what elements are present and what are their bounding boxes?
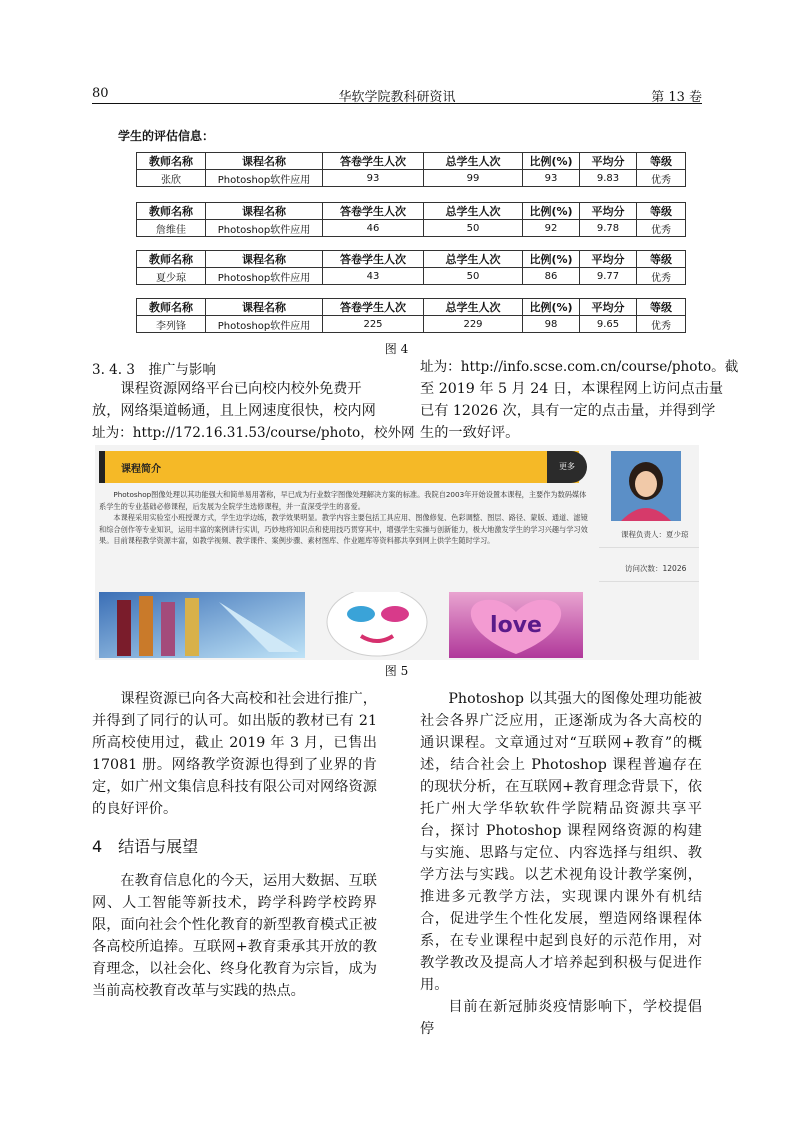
table-header: 平均分 (580, 153, 637, 170)
table-cell: 9.77 (580, 268, 637, 285)
visit-count: 访问次数：12026 (625, 564, 687, 573)
table-cell: 优秀 (637, 170, 686, 187)
table-header: 答卷学生人次 (323, 153, 424, 170)
text-line: 生的一致好评。 (420, 425, 520, 441)
table-cell: 50 (424, 220, 523, 237)
table-cell: 张欣 (137, 170, 206, 187)
table-header: 答卷学生人次 (323, 251, 424, 268)
body-paragraph: 在教育信息化的今天，运用大数据、互联网、人工智能等新技术，跨学科跨学校跨界限，面向社会个性化教育的新型教育模式正被各高校所追捧。互联网+教育秉承其开放的教育理念，以社会化、终身化教育为宗旨，成为当前高校教育改革与实践的热点。 (92, 873, 377, 999)
table-cell: 43 (323, 268, 424, 285)
table-header: 教师名称 (137, 251, 206, 268)
table-cell: 46 (323, 220, 424, 237)
course-intro-title: 课程简介 (121, 464, 161, 475)
table-header: 平均分 (580, 203, 637, 220)
table-cell: 优秀 (637, 268, 686, 285)
figure-5-screenshot (95, 445, 699, 660)
table-cell: 9.65 (580, 316, 637, 333)
instructor-photo (611, 451, 681, 521)
figure-5-caption: 图 5 (384, 664, 409, 678)
more-button[interactable]: 更多 (547, 451, 587, 483)
table-cell: 92 (523, 220, 580, 237)
text-line: 至 2019 年 5 月 24 日，本课程网上访问点击量 (420, 381, 724, 397)
table-header: 课程名称 (206, 299, 323, 316)
side-divider (599, 581, 699, 582)
section-343-left-text (92, 378, 415, 444)
table-header: 答卷学生人次 (323, 203, 424, 220)
table-cell: 9.83 (580, 170, 637, 187)
table-cell: Photoshop软件应用 (206, 316, 323, 333)
table-cell: Photoshop软件应用 (206, 220, 323, 237)
table-cell: 李列锋 (137, 316, 206, 333)
table-header: 课程名称 (206, 203, 323, 220)
banner-image-strip (99, 592, 583, 658)
eval-table-1 (136, 152, 686, 187)
table-cell: 86 (523, 268, 580, 285)
eval-table-4 (136, 298, 686, 333)
text-line: 址为：http://info.scse.com.cn/course/photo。截 (420, 359, 739, 375)
description-paragraph: Photoshop图像处理以其功能强大和简单易用著称，早已成为行业数字图像处理解决方案的标准。我院自2003年开始设置本课程，主要作为数码媒体系学生的专业基础必修课程，后发展为全院学生选修课程，并一直深受学生的喜爱。 (99, 490, 587, 511)
table-cell: 99 (424, 170, 523, 187)
table-header: 比例(%) (523, 203, 580, 220)
table-cell: 夏少琼 (137, 268, 206, 285)
body-paragraph: 课程资源已向各大高校和社会进行推广，并得到了同行的认可。如出版的教材已有 21 所高校使用过，截止 2019 年 3 月，已售出 17081 册。网络教学资源也得到了业界的肯定，如广州文集信息科技有限公司对网络资源的良好评价。 (92, 691, 377, 817)
table-cell: Photoshop软件应用 (206, 170, 323, 187)
table-header: 总学生人次 (424, 203, 523, 220)
text-line: 课程资源网络平台已向校内校外免费开 (120, 381, 362, 397)
table-cell: 93 (523, 170, 580, 187)
course-owner: 课程负责人：夏少琼 (621, 530, 689, 539)
table-header: 答卷学生人次 (323, 299, 424, 316)
table-header: 等级 (637, 251, 686, 268)
table-cell: 98 (523, 316, 580, 333)
volume-label: 第 13 卷 (651, 90, 702, 105)
table-header: 平均分 (580, 251, 637, 268)
body-paragraph: Photoshop 以其强大的图像处理功能被社会各界广泛应用，正逐渐成为各大高校的通识课程。文章通过对“互联网+教育”的概述，结合社会上 Photoshop 课程普遍存在的现状分析，在互联网+教育理念背景下，依托广州大学华软软件学院精品资源共享平台，探讨 Photoshop 课程网络资源的构建与实施、思路与定位、内容选择与组织、教学方法与实践。以艺术视角设计教学案例，推进多元教学方法，实现课内课外有机结合，促进学生个性化发展，塑造网络课程体系，在专业课程中起到良好的示范作用，对教学教改及提高人才培养起到积极与促进作用。 (420, 691, 702, 993)
table-cell: Photoshop软件应用 (206, 268, 323, 285)
left-column (92, 688, 377, 1002)
table-header: 等级 (637, 153, 686, 170)
side-divider (599, 547, 699, 548)
section-343-right-text (420, 356, 739, 444)
table-cell: 229 (424, 316, 523, 333)
eval-table-3 (136, 250, 686, 285)
table-cell: 93 (323, 170, 424, 187)
table-header: 等级 (637, 203, 686, 220)
table-header: 比例(%) (523, 299, 580, 316)
table-header: 教师名称 (137, 153, 206, 170)
table-header: 总学生人次 (424, 251, 523, 268)
table-header: 教师名称 (137, 203, 206, 220)
bar-accent (99, 451, 105, 483)
text-line: 已有 12026 次，具有一定的点击量，并得到学 (420, 403, 716, 419)
table-header: 比例(%) (523, 153, 580, 170)
table-header: 课程名称 (206, 153, 323, 170)
body-paragraph: 目前在新冠肺炎疫情影响下，学校提倡停 (420, 999, 702, 1037)
text-line: 址为：http://172.16.31.53/course/photo，校外网 (92, 425, 415, 441)
table-header: 平均分 (580, 299, 637, 316)
love-text: love (490, 613, 542, 638)
table-header: 等级 (637, 299, 686, 316)
eval-title: 学生的评估信息： (118, 129, 215, 143)
table-header: 教师名称 (137, 299, 206, 316)
table-header: 比例(%) (523, 251, 580, 268)
figure-4-caption: 图 4 (384, 342, 409, 356)
table-cell: 50 (424, 268, 523, 285)
journal-title: 华软学院教科研资讯 (338, 90, 456, 105)
header-rule (92, 103, 702, 104)
description-paragraph: 本课程采用实验室小班授课方式，学生边学边练，教学效果明显。教学内容主要包括工具应用、图像修复、色彩调整、图层、路径、蒙版、通道、滤镜和综合创作等专业知识，运用丰富的案例讲行实训，巧妙地将知识点和使用技巧贯穿其中，增强学生实操与创新能力，极大地激发学生的学习兴趣与学习效果。目前课程教学资源丰富，如教学视频、教学课件、案例步骤、素材图库、作业题库等资料都共享到网上供学生随时学习。 (99, 513, 588, 546)
table-cell: 225 (323, 316, 424, 333)
table-cell: 优秀 (637, 220, 686, 237)
course-description (99, 489, 589, 547)
page-number: 80 (92, 86, 109, 101)
table-cell: 9.78 (580, 220, 637, 237)
eval-table-2 (136, 202, 686, 237)
table-cell: 詹维佳 (137, 220, 206, 237)
table-header: 总学生人次 (424, 153, 523, 170)
course-intro-bar (99, 451, 579, 483)
table-cell: 优秀 (637, 316, 686, 333)
table-header: 课程名称 (206, 251, 323, 268)
right-column (420, 688, 702, 1040)
section-heading-3-4-3: 3. 4. 3 推广与影响 (92, 362, 216, 378)
table-header: 总学生人次 (424, 299, 523, 316)
text-line: 放，网络渠道畅通，且上网速度很快，校内网 (92, 403, 376, 419)
section-4-heading: 4 结语与展望 (92, 837, 199, 856)
